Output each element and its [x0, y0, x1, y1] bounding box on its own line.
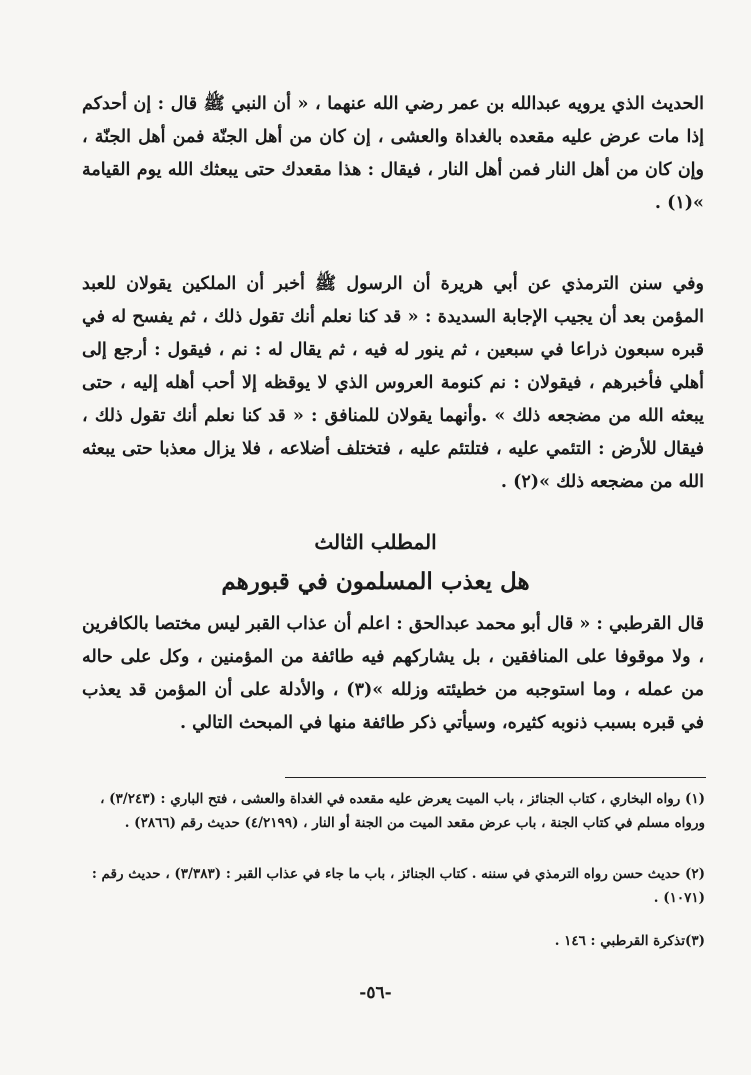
paragraph-qurtubi: قال القرطبي : « قال أبو محمد عبدالحق : اعلم أن عذاب القبر ليس مختصا بالكافرين ، ولا موقوفا على المنافقين ، بل يشاركهم فيه طائفة من المؤمنين ، وكل على حاله من عمله ، وما استوجبه من خطيئته وزلله »(٣) ، والأدلة على أن المؤمن قد يعذب في قبره بسبب ذنوبه كثيره، وسيأتي ذكر طائفة منها في المبحث التالي . [82, 614, 704, 733]
paragraph-tirmidhi: وفي سنن الترمذي عن أبي هريرة أن الرسول ﷺ أخبر أن الملكين يقولان للعبد المؤمن بعد أن يجيب الإجابة السديدة : « قد كنا نعلم أنك تقول ذلك ، ثم يفسح له في قبره سبعون ذراعا في سبعين ، ثم ينور له فيه ، ثم يقال له : نم ، فيقول : أرجع إلى أهلي فأخبرهم ، فيقولان : نم كنومة العروس الذي لا يوقظه إلا أحب أهله إليه ، حتى يبعثه الله من مضجعه ذلك » .وأنهما يقولان للمنافق : « قد كنا نعلم أنك تقول ذلك ، فيقال للأرض : التئمي عليه ، فتلتئم عليه ، فتختلف أضلاعه ، فلا يزال معذبا حتى يبعثه الله من مضجعه ذلك »(٢) . [82, 274, 704, 492]
footnote-1: (١) رواه البخاري ، كتاب الجنائز ، باب الميت يعرض عليه مقعده في الغداة والعشى ، فتح الباري : (٣/٢٤٣) ، ورواه مسلم في كتاب الجنة ، باب عرض مقعد الميت من الجنة أو النار ، (٤/٢١٩٩) حديث رقم (٢٨٦٦) . [100, 791, 705, 831]
footnote-3: (٣)تذكرة القرطبي : ١٤٦ . [554, 933, 705, 949]
footnote-2: (٢) حديث حسن رواه الترمذي في سننه . كتاب الجنائز ، باب ما جاء في عذاب القبر : (٣/٣٨٣) ، حديث رقم : (١٠٧١) . [91, 866, 705, 906]
section-subtitle: المطلب الثالث [314, 530, 437, 554]
page-number: -٥٦- [359, 983, 392, 1003]
section-title: هل يعذب المسلمون في قبورهم [221, 568, 530, 595]
paragraph-hadith-ibn-umar: الحديث الذي يرويه عبدالله بن عمر رضي الله عنهما ، « أن النبي ﷺ قال : إن أحدكم إذا مات عرض عليه مقعده بالغداة والعشى ، إن كان من أهل الجنّة فمن أهل الجنّة ، وإن كان من أهل النار فمن أهل النار ، فيقال : هذا مقعدك حتى يبعثك الله يوم القيامة »(١) . [82, 94, 704, 213]
footnote-divider [285, 777, 706, 778]
